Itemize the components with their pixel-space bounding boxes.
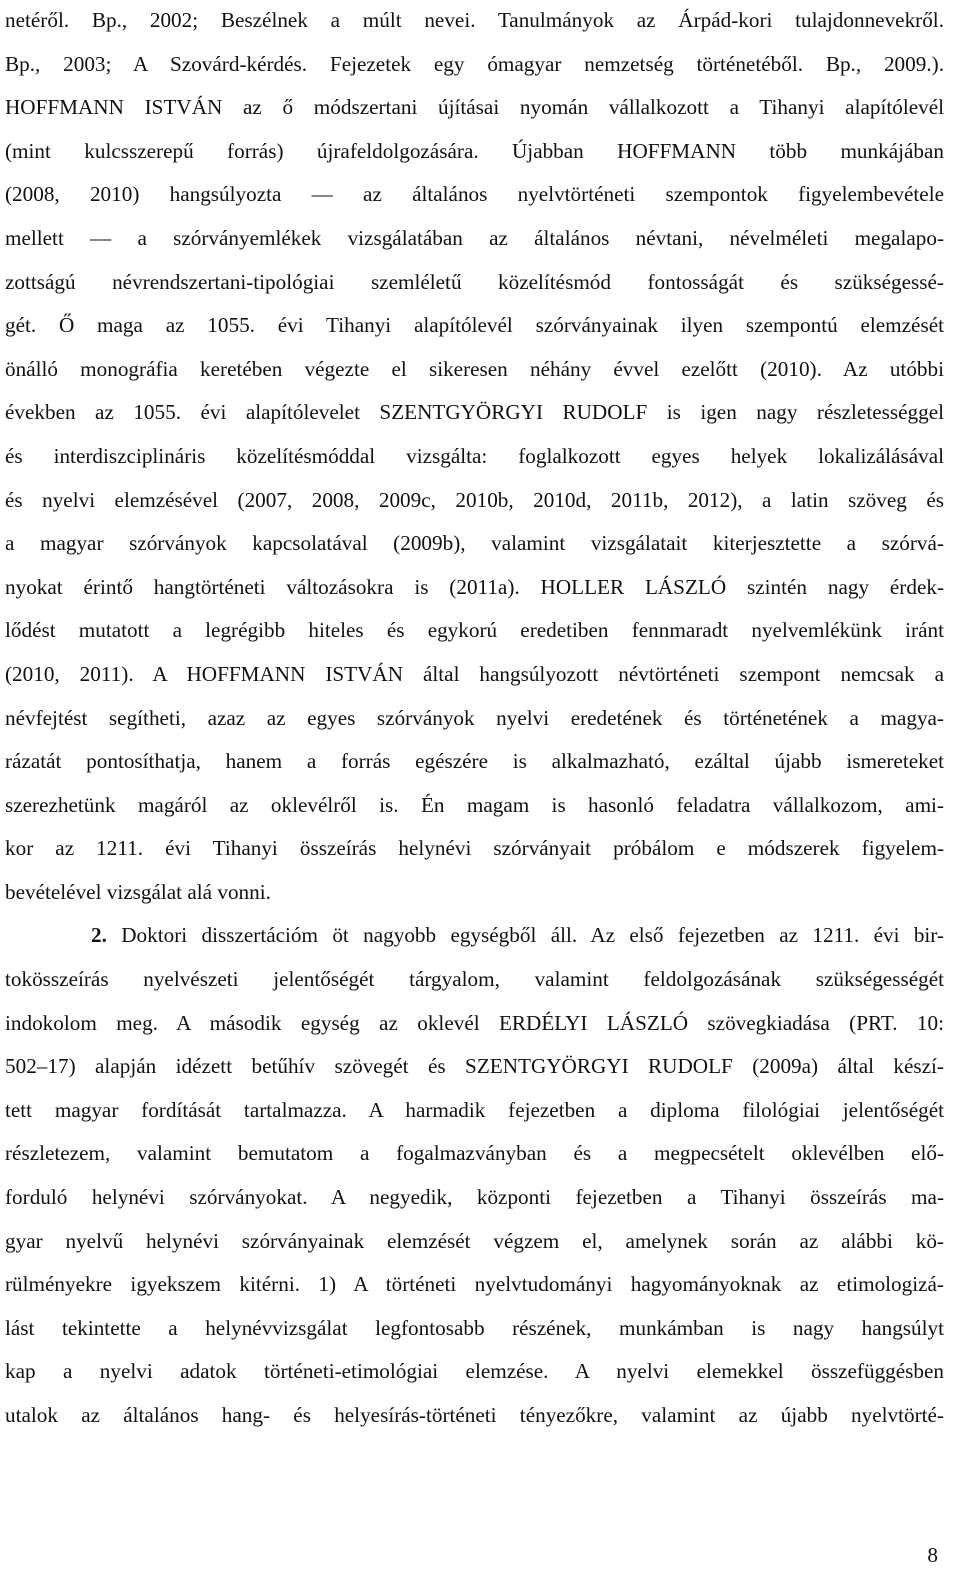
text-line: önálló monográfia keretében végezte el sikeresen néhány évvel ezelőtt (2010). Az utóbbi bbox=[5, 356, 944, 381]
text-line: kap a nyelvi adatok történeti-etimológiai elemzése. A nyelvi elemekkel összefüggésben bbox=[5, 1359, 944, 1384]
text-line: lődést mutatott a legrégibb hiteles és egykorú eredetiben fennmaradt nyelvemlékünk iránt bbox=[5, 618, 944, 643]
text-line: szerezhetünk magáról az oklevélről is. Én magam is hasonló feladatra vállalkozom, ami- bbox=[5, 792, 944, 817]
text-line: Bp., 2003; A Szovárd-kérdés. Fejezetek egy ómagyar nemzetség történetéből. Bp., 2009.). bbox=[5, 51, 944, 76]
text-line: névfejtést segítheti, azaz az egyes szórványok nyelvi eredetének és történetének a magya- bbox=[5, 705, 944, 730]
text-line: és interdiszciplináris közelítésmóddal vizsgálta: foglalkozott egyes helyek lokalizálásával bbox=[5, 443, 944, 468]
text-line: gét. Ő maga az 1055. évi Tihanyi alapítólevél szórványainak ilyen szempontú elemzését bbox=[5, 313, 944, 338]
text-line: kor az 1211. évi Tihanyi összeírás helynévi szórványait próbálom e módszerek figyelem- bbox=[5, 836, 944, 861]
text-line: rázatát pontosíthatja, hanem a forrás egészére is alkalmazható, ezáltal újabb ismereteket bbox=[5, 749, 944, 774]
paragraph-number: 2. bbox=[91, 923, 107, 948]
text-line: tett magyar fordítását tartalmazza. A harmadik fejezetben a diploma filológiai jelentőségét bbox=[5, 1097, 944, 1122]
text-line: zottságú névrendszertani-tipológiai szemléletű közelítésmód fontosságát és szükségessé- bbox=[5, 269, 944, 294]
text-line: bevételével vizsgálat alá vonni. bbox=[5, 879, 271, 904]
text-line: rülményekre igyekszem kitérni. 1) A történeti nyelvtudományi hagyományoknak az etimologizá- bbox=[5, 1272, 944, 1297]
text-line: indokolom meg. A második egység az oklevél ERDÉLYI LÁSZLÓ szövegkiadása (PRT. 10: bbox=[5, 1010, 944, 1035]
text-line: gyar nyelvű helynévi szórványainak elemzését végzem el, amelynek során az alábbi kö- bbox=[5, 1228, 944, 1253]
text-line: utalok az általános hang- és helyesírás-történeti tényezőkre, valamint az újabb nyelvtörté- bbox=[5, 1403, 944, 1427]
text-line: részletezem, valamint bemutatom a fogalmazványban és a megpecsételt oklevélben elő- bbox=[5, 1141, 944, 1166]
text-line: Doktori disszertációm öt nagyobb egységből áll. Az első fejezetben az 1211. évi bir- bbox=[121, 923, 944, 948]
paragraph-first-line bbox=[5, 914, 944, 958]
body-text bbox=[5, 0, 944, 1438]
text-line: nyokat érintő hangtörténeti változásokra is (2011a). HOLLER LÁSZLÓ szintén nagy érdek- bbox=[5, 574, 944, 599]
text-line: (2008, 2010) hangsúlyozta — az általános nyelvtörténeti szempontok figyelembevétele bbox=[5, 182, 944, 207]
text-line: HOFFMANN ISTVÁN az ő módszertani újításai nyomán vállalkozott a Tihanyi alapítólevél bbox=[5, 95, 944, 120]
text-line: forduló helynévi szórványokat. A negyedik, központi fejezetben a Tihanyi összeírás ma- bbox=[5, 1185, 944, 1210]
page-number: 8 bbox=[927, 1543, 938, 1567]
text-line: 502–17) alapján idézett betűhív szövegét és SZENTGYÖRGYI RUDOLF (2009a) által készí- bbox=[5, 1054, 944, 1079]
text-line: években az 1055. évi alapítólevelet SZENTGYÖRGYI RUDOLF is igen nagy részletességgel bbox=[5, 400, 944, 425]
text-line: tokösszeírás nyelvészeti jelentőségét tárgyalom, valamint feldolgozásának szükségességét bbox=[5, 967, 944, 992]
text-line: mellett — a szórványemlékek vizsgálatában az általános névtani, névelméleti megalapo- bbox=[5, 225, 944, 250]
text-line: a magyar szórványok kapcsolatával (2009b), valamint vizsgálatait kiterjesztette a szórvá- bbox=[5, 531, 944, 556]
text-line: netéről. Bp., 2002; Beszélnek a múlt nevei. Tanulmányok az Árpád-kori tulajdonnevekről. bbox=[5, 8, 944, 32]
text-line: (mint kulcsszerepű forrás) újrafeldolgozására. Újabban HOFFMANN több munkájában bbox=[5, 138, 944, 163]
text-line: lást tekintette a helynévvizsgálat legfontosabb részének, munkámban is nagy hangsúlyt bbox=[5, 1315, 944, 1340]
text-line: és nyelvi elemzésével (2007, 2008, 2009c, 2010b, 2010d, 2011b, 2012), a latin szöveg és bbox=[5, 487, 944, 512]
text-line: (2010, 2011). A HOFFMANN ISTVÁN által hangsúlyozott névtörténeti szempont nemcsak a bbox=[5, 661, 944, 686]
